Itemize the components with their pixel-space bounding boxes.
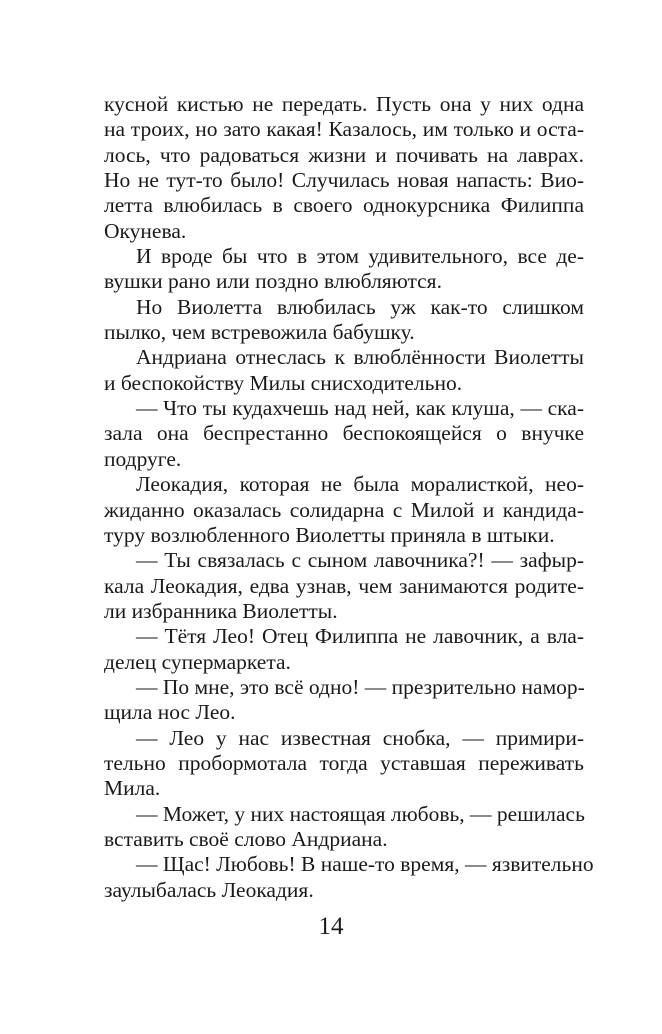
text-line: — Щас! Любовь! В наше-то время, — язвительно (136, 852, 594, 877)
text-line: зала она беспрестанно беспокоящейся о внучке (104, 421, 584, 446)
text-line: ли избранника Виолетты. (104, 598, 338, 623)
text-line: жиданно оказалась солидарна с Милой и кандида- (104, 497, 584, 522)
text-line: — Тётя Лео! Отец Филиппа не лавочник, а вла- (136, 624, 584, 649)
text-line: и беспокойству Милы снисходительно. (104, 370, 463, 395)
text-line: на троих, но зато какая! Казалось, им только и оста- (104, 117, 584, 142)
text-line: вставить своё слово Андриана. (104, 826, 388, 851)
text-line: Но не тут-то было! Случилась новая напасть: Вио- (104, 168, 584, 193)
text-line: Леокадия, которая не была моралисткой, нео- (136, 472, 584, 497)
text-line: подруге. (104, 446, 182, 471)
text-line: — Ты связалась с сыном лавочника?! — зафыр- (136, 548, 584, 573)
text-line: лось, что радоваться жизни и почивать на лаврах. (104, 142, 584, 167)
text-line: Окунева. (104, 218, 187, 243)
text-line: — Может, у них настоящая любовь, — решилась (136, 801, 585, 826)
page-number: 14 (318, 913, 344, 940)
text-line: Мила. (104, 776, 161, 801)
text-line: вушки рано или поздно влюбляются. (104, 269, 442, 294)
text-line: — Лео у нас известная снобка, — примири- (136, 725, 584, 750)
text-line: туру возлюбленного Виолетты приняла в штыки. (104, 522, 555, 547)
body-text (104, 92, 594, 903)
text-line: заулыбалась Леокадия. (104, 877, 314, 902)
text-line: кала Леокадия, едва узнав, чем занимаются родите- (104, 573, 584, 598)
text-line: — По мне, это всё одно! — презрительно намор- (136, 674, 585, 699)
text-line: И вроде бы что в этом удивительного, все де- (136, 244, 584, 269)
text-line: летта влюбилась в своего однокурсника Филиппа (104, 193, 584, 218)
text-line: пылко, чем встревожила бабушку. (104, 320, 415, 345)
text-line: щила нос Лео. (104, 700, 236, 725)
text-line: — Что ты кудахчешь над ней, как клуша, — ска- (136, 396, 584, 421)
text-line: Но Виолетта влюбилась уж как-то слишком (136, 294, 584, 319)
text-line: Андриана отнеслась к влюблённости Виолетты (136, 345, 584, 370)
text-line: кусной кистью не передать. Пусть она у них одна (104, 92, 584, 116)
text-line: тельно пробормотала тогда уставшая переживать (104, 750, 584, 775)
text-line: делец супермаркета. (104, 649, 291, 674)
